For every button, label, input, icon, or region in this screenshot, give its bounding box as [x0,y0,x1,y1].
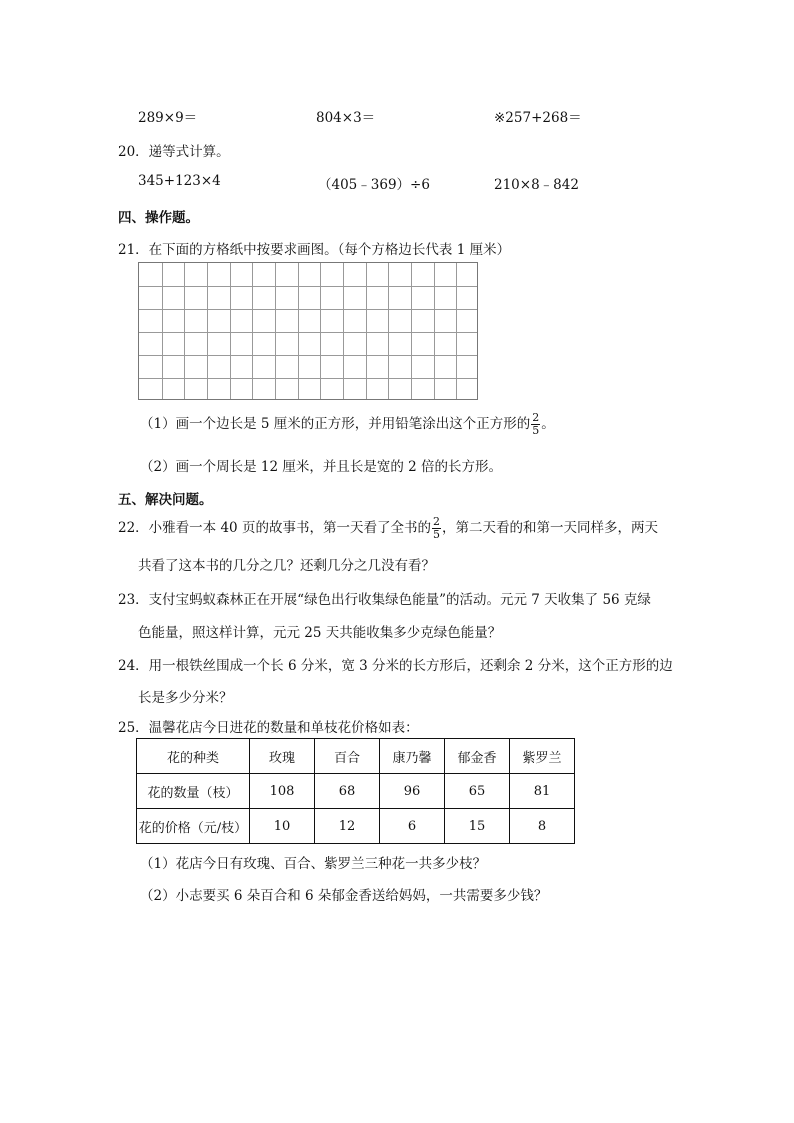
fraction-two-fifths: $\frac{2}{5}$ [532,411,540,437]
table-cell: 6 [380,809,445,844]
table-cell: 8 [510,809,575,844]
table-cell: 花的价格（元/枝） [137,809,250,844]
table-cell: 郁金香 [445,739,510,774]
q21-sub1-text: （1）画一个边长是 5 厘米的正方形，并用铅笔涂出这个正方形的 [140,416,531,432]
grid-paper[interactable] [138,262,478,400]
table-cell: 10 [250,809,315,844]
table-cell: 15 [445,809,510,844]
table-cell: 108 [250,774,315,809]
calc-804x3: 804×3＝ [316,110,376,126]
q25-sub1: （1）花店今日有玫瑰、百合、紫罗兰三种花一共多少枝？ [140,856,487,872]
table-cell: 96 [380,774,445,809]
q20-expr-a: 345+123×4 [138,173,221,189]
flower-table [136,738,575,844]
section-5-heading: 五、解决问题。 [118,492,213,508]
q23-line1: 23．支付宝蚂蚁森林正在开展“绿色出行收集绿色能量”的活动。元元 7 天收集了 56 克绿 [118,592,651,608]
q25-sub2: （2）小志要买 6 朵百合和 6 朵郁金香送给妈妈，一共需要多少钱？ [140,888,548,904]
q21-sub2: （2）画一个周长是 12 厘米，并且长是宽的 2 倍的长方形。 [140,459,503,475]
q25-title: 25．温馨花店今日进花的数量和单枝花价格如表： [118,720,419,736]
q22-line2: 共看了这本书的几分之几？还剩几分之几没有看？ [138,558,435,574]
table-cell: 紫罗兰 [510,739,575,774]
table-cell: 81 [510,774,575,809]
table-row-price [137,809,575,844]
q22-line1: 22．小雅看一本 40 页的故事书，第一天看了全书的 $\frac{2}{5}$ ，第二天看的和第一天同样多，两天 [118,515,658,541]
table-cell: 玫瑰 [250,739,315,774]
q21-title: 21．在下面的方格纸中按要求画图。（每个方格边长代表 1 厘米） [118,242,511,258]
q24-line2: 长是多少分米？ [138,690,233,706]
table-cell: 花的数量（枝） [137,774,250,809]
q20-expr-c: 210×8﹣842 [494,177,579,193]
section-4-heading: 四、操作题。 [118,210,199,226]
table-row-header [137,739,575,774]
calc-257plus268: ※257+268＝ [494,110,582,126]
calc-289x9: 289×9＝ [138,110,198,126]
table-cell: 花的种类 [137,739,250,774]
q23-line2: 色能量，照这样计算，元元 25 天共能收集多少克绿色能量？ [138,625,502,641]
table-row-quantity [137,774,575,809]
table-cell: 百合 [315,739,380,774]
q20-expr-b: （405﹣369）÷6 [318,177,430,193]
table-cell: 68 [315,774,380,809]
table-cell: 12 [315,809,380,844]
table-cell: 65 [445,774,510,809]
q20-title: 20．递等式计算。 [118,144,230,160]
q24-line1: 24．用一根铁丝围成一个长 6 分米，宽 3 分米的长方形后，还剩余 2 分米，这个正方形的边 [118,658,673,674]
fraction-two-fifths: $\frac{2}{5}$ [432,515,440,541]
table-cell: 康乃馨 [380,739,445,774]
q21-sub1: （1）画一个边长是 5 厘米的正方形，并用铅笔涂出这个正方形的 $\frac{2}{5}$ 。 [140,411,555,437]
